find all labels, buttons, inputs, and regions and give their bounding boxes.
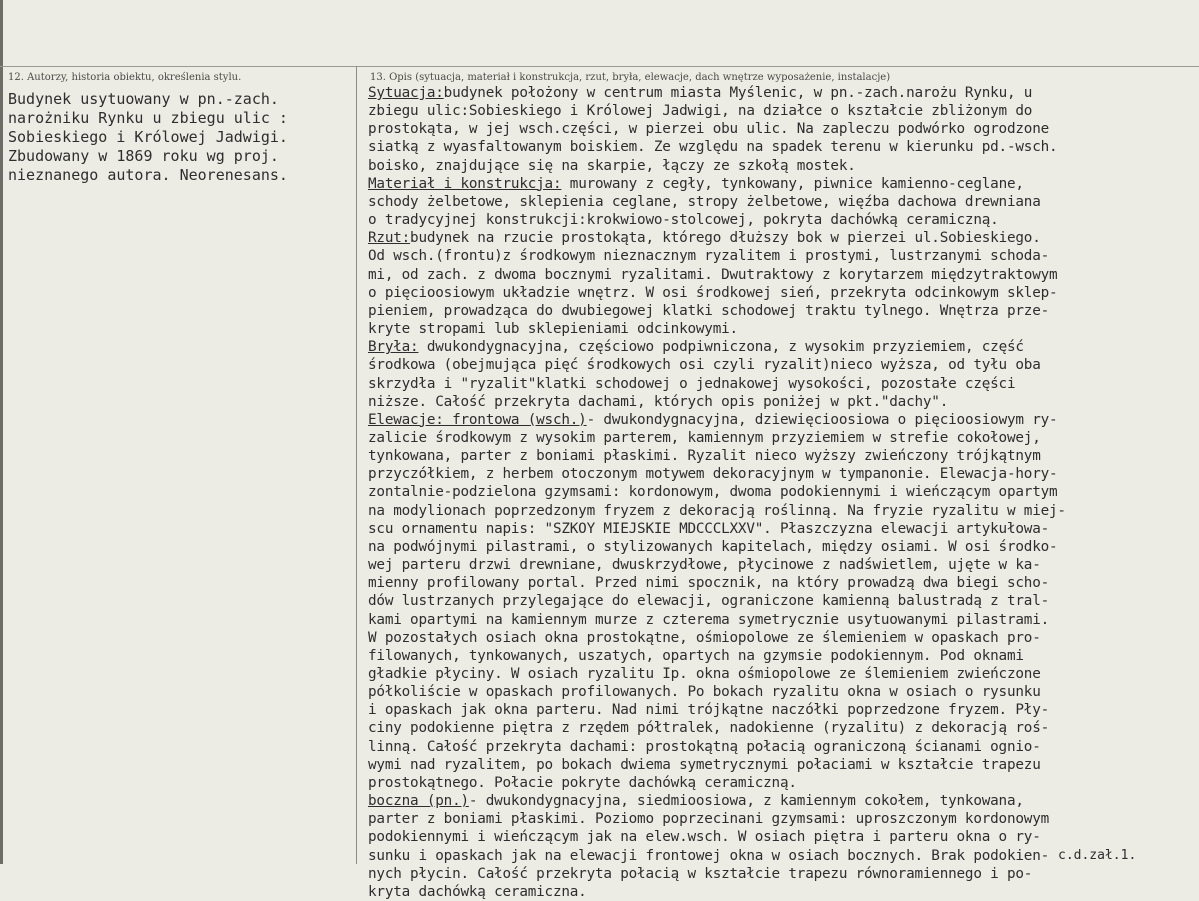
section-label: boczna (pn.) (368, 793, 469, 810)
description-line (368, 247, 1198, 265)
line-text: budynek na rzucie prostokąta, którego dłuższy bok w pierzei ul.Sobieskiego. (410, 230, 1041, 247)
line-text: zalicie środkowym z wysokim parterem, kamiennym przyziemiem w strefie cokołowej, (368, 429, 1041, 446)
line-text: wymi nad ryzalitem, po bokach dwiema symetrycznymi połaciami w kształcie trapezu (368, 756, 1041, 773)
description-line (368, 701, 1198, 719)
description-line (368, 102, 1198, 120)
description-line (368, 302, 1198, 320)
page-left-edge (0, 0, 3, 864)
description-line (368, 338, 1198, 356)
line-text: dów lustrzanych przylegające do elewacji, ograniczone kamienną balustradą z tral- (368, 593, 1050, 610)
description-line (368, 538, 1198, 556)
line-text: - dwukondygnacyjna, dziewięcioosiowa o pięcioosiowym ry- (586, 411, 1058, 428)
line-text: murowany z cegły, tynkowany, piwnice kamienno-ceglane, (561, 175, 1024, 192)
line-text: boisko, znajdujące się na skarpie, łączy ze szkołą mostek. (368, 157, 856, 174)
line-text: - dwukondygnacyjna, siedmioosiowa, z kamiennym cokołem, tynkowana, (468, 793, 1024, 810)
description-line (368, 175, 1198, 193)
description-line (368, 574, 1198, 592)
description-line (368, 120, 1198, 138)
line-text: nych płycin. Całość przekryta połacią w kształcie trapezu równoramiennego i po- (368, 865, 1033, 882)
column-divider (356, 66, 357, 864)
description-line (368, 284, 1198, 302)
section-label: Sytuacja: (368, 85, 444, 101)
description-line (368, 429, 1198, 447)
description-line (368, 229, 1198, 247)
line-text: o pięcioosiowym układzie wnętrz. W osi środkowej sień, przekryta odcinkowym sklep- (368, 284, 1058, 301)
left-text-line: Zbudowany w 1869 roku wg proj. (8, 147, 279, 165)
left-text-line: Sobieskiego i Królowej Jadwigi. (8, 128, 288, 146)
description-line (368, 84, 1198, 102)
left-text-line: nieznanego autora. Neorenesans. (8, 166, 288, 184)
line-text: siatką z wyasfaltowanym boiskiem. Ze względu na spadek terenu w kierunku pd.-wsch. (368, 139, 1058, 156)
line-text: sunku i opaskach jak na elewacji frontowej okna w osiach bocznych. Brak podokien- (368, 847, 1050, 864)
description-line (368, 774, 1198, 792)
description-line (368, 447, 1198, 465)
description-line (368, 647, 1198, 665)
line-text: niższe. Całość przekryta dachami, których opis poniżej w pkt."dachy". (368, 393, 949, 410)
line-text: na modylionach poprzedzonym fryzem z dekoracją roślinną. Na fryzie ryzalitu w miej- (368, 502, 1066, 519)
description-line (368, 738, 1198, 756)
description-line (368, 719, 1198, 737)
line-text: prostokąta, w jej wsch.części, w pierzei obu ulic. Na zapleczu podwórko ogrodzone (368, 121, 1050, 138)
line-text: filowanych, tynkowanych, uszatych, opartych na gzymsie podokiennym. Pod oknami (368, 647, 1024, 664)
line-text: linną. Całość przekryta dachami: prostokątną połacią ograniczoną ścianami ognio- (368, 738, 1041, 755)
section-label: Elewacje: frontowa (wsch.) (368, 411, 587, 428)
description-line (368, 157, 1198, 175)
section-label: Bryła: (368, 339, 419, 356)
description-line (368, 629, 1198, 647)
line-text: prostokątnego. Połacie pokryte dachówką ceramiczną. (368, 774, 797, 791)
description-line (368, 266, 1198, 284)
description-line (368, 138, 1198, 156)
description-line (368, 556, 1198, 574)
continuation-note: c.d.zał.1. (1058, 848, 1137, 863)
line-text: W pozostałych osiach okna prostokątne, ośmiopolowe ze ślemieniem w opaskach pro- (368, 629, 1041, 646)
line-text: dwukondygnacyjna, częściowo podpiwniczona, z wysokim przyziemiem, część (418, 339, 1024, 356)
description-line (368, 592, 1198, 610)
description-line (368, 356, 1198, 374)
description-line (368, 683, 1198, 701)
description-line (368, 828, 1198, 846)
description-line (368, 465, 1198, 483)
line-text: przyczółkiem, z herbem otoczonym motywem dekoracyjnym w tympanonie. Elewacja-hory- (368, 466, 1058, 483)
description-line (368, 520, 1198, 538)
line-text: mi, od zach. z dwoma bocznymi ryzalitami. Dwutraktowy z korytarzem międzytraktowym (368, 266, 1058, 283)
line-text: na podwójnymi pilastrami, o stylizowanych kapitelach, między osiami. W osi środko- (368, 538, 1058, 555)
line-text: skrzydła i "ryzalit"klatki schodowej o jednakowej wysokości, pozostałe części (368, 375, 1016, 392)
line-text: wej parteru drzwi drewniane, dwuskrzydłowe, płycinowe z nadświetlem, ujęte w ka- (368, 557, 1041, 574)
line-text: pieniem, prowadząca do dwubiegowej klatki schodowej traktu tylnego. Wnętrza prze- (368, 302, 1050, 319)
section-13-heading: 13. Opis (sytuacja, materiał i konstrukcja, rzut, bryła, elewacje, dach wnętrze wyposażenie, instalacje) (370, 72, 891, 83)
description-line (368, 211, 1198, 229)
description-line (368, 883, 1198, 901)
line-text: kryte stropami lub sklepieniami odcinkowymi. (368, 321, 738, 338)
line-text: podokiennymi i wieńczącym jak na elew.wsch. W osiach piętra i parteru okna o ry- (368, 829, 1041, 846)
line-text: półkoliście w opaskach profilowanych. Po bokach ryzalitu okna w osiach o rysunku (368, 684, 1041, 701)
line-text: i opaskach jak okna parteru. Nad nimi trójkątne naczółki poprzedzone fryzem. Pły- (368, 702, 1050, 719)
section-label: Materiał i konstrukcja: (368, 175, 562, 192)
description-line (368, 502, 1198, 520)
description-line (368, 865, 1198, 883)
line-text: gładkie płyciny. W osiach ryzalitu Ip. okna ośmiopolowe ze ślemieniem zwieńczone (368, 666, 1041, 682)
line-text: kryta dachówką ceramiczna. (368, 883, 587, 900)
description-line (368, 810, 1198, 828)
line-text: parter z boniami płaskimi. Poziomo poprzecinani gzymsami: uproszczonym kordonowym (368, 811, 1050, 828)
line-text: środkowa (obejmująca pięć środkowych osi czyli ryzalit)nieco wyższa, od tyłu oba (368, 357, 1041, 374)
description-text (368, 84, 1198, 901)
line-text: zbiegu ulic:Sobieskiego i Królowej Jadwigi, na działce o kształcie zbliżonym do (368, 103, 1033, 120)
description-line (368, 756, 1198, 774)
line-text: Od wsch.(frontu)z środkowym nieznacznym ryzalitem i prostymi, lustrzanymi schoda- (368, 248, 1050, 265)
section-12-heading: 12. Autorzy, historia obiektu, określenia stylu. (8, 72, 242, 83)
description-line (368, 393, 1198, 411)
line-text: o tradycyjnej konstrukcji:krokwiowo-stolcowej, pokryta dachówką ceramiczną. (368, 212, 999, 229)
line-text: zontalnie-podzielona gzymsami: kordonowym, dwoma podokiennymi i wieńczącym opartym (368, 484, 1058, 501)
left-text-line: Budynek usytuowany w pn.-zach. (8, 90, 279, 108)
section-label: Rzut: (368, 230, 411, 247)
description-line (368, 611, 1198, 629)
line-text: mienny profilowany portal. Przed nimi spocznik, na który prowadzą dwa biegi scho- (368, 575, 1050, 592)
line-text: tynkowana, parter z boniami płaskimi. Ryzalit nieco wyższy zwieńczony trójkątnym (368, 448, 1041, 465)
description-line (368, 375, 1198, 393)
description-line (368, 483, 1198, 501)
line-text: schody żelbetowe, sklepienia ceglane, stropy żelbetowe, więźba dachowa drewniana (368, 193, 1041, 210)
left-text-line: narożniku Rynku u zbiegu ulic : (8, 109, 288, 127)
line-text: budynek położony w centrum miasta Myślenic, w pn.-zach.narożu Rynku, u (443, 85, 1033, 101)
top-rule (0, 66, 1199, 67)
line-text: ciny podokienne piętra z rzędem półtralek, nadokienne (ryzalitu) z dekoracją roś- (368, 720, 1050, 737)
description-line (368, 411, 1198, 429)
line-text: scu ornamentu napis: "SZKOY MIEJSKIE MDCCCLXXV". Płaszczyzna elewacji artykułowa- (368, 520, 1050, 537)
description-line (368, 320, 1198, 338)
description-line (368, 193, 1198, 211)
line-text: kami opartymi na kamiennym murze z czterema symetrycznie usytuowanymi pilastrami. (368, 611, 1050, 628)
authors-history-text (8, 90, 353, 185)
description-line (368, 665, 1198, 683)
description-line (368, 792, 1198, 810)
